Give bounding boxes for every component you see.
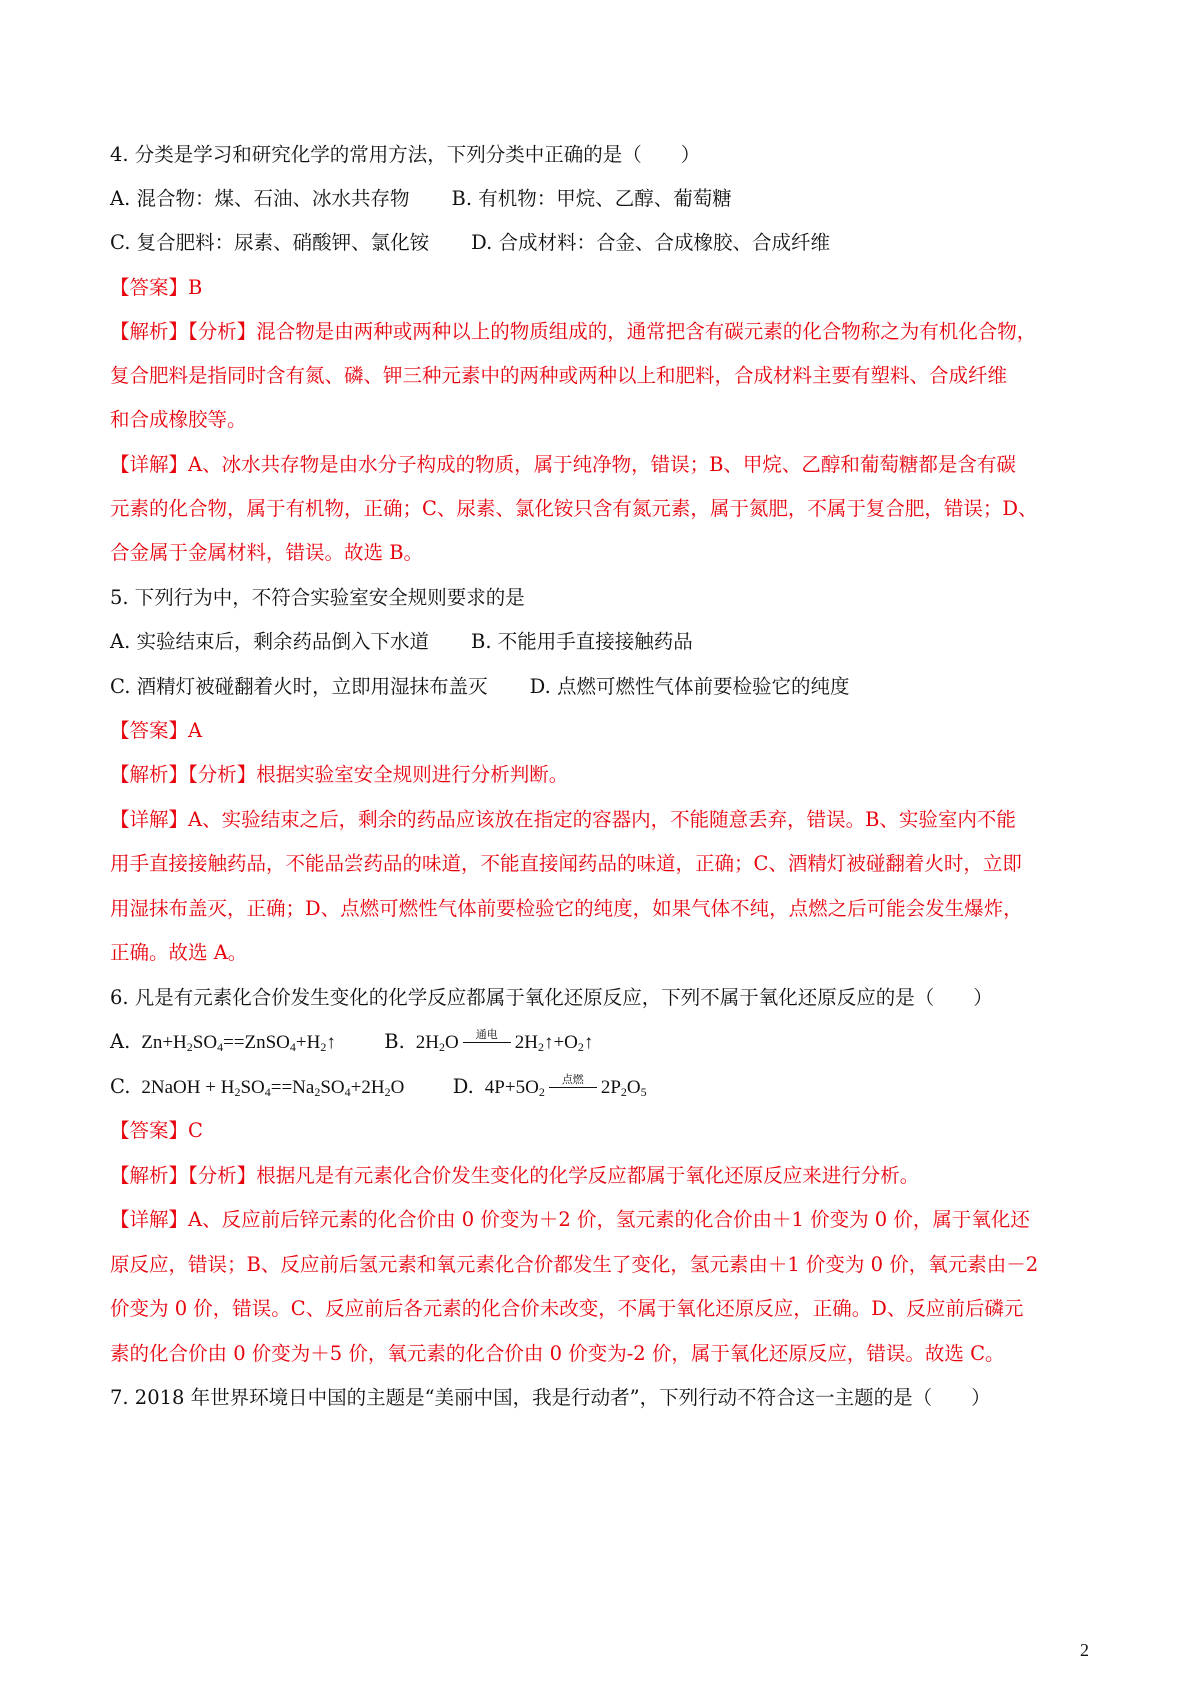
q5-stem: 5. 下列行为中，不符合实验室安全规则要求的是 — [110, 586, 525, 609]
q7-stem: 7. 2018 年世界环境日中国的主题是“美丽中国，我是行动者”，下列行动不符合这一主题的是（ ） — [110, 1386, 991, 1409]
q6-analysis-line-1 — [110, 1161, 919, 1191]
q4-detail-line-2: 元素的化合物，属于有机物，正确；C、尿素、氯化铵只含有氮元素，属于氮肥，不属于复合肥，错误；D、 — [110, 497, 1038, 520]
q4-option-b: B. 有机物：甲烷、乙醇、葡萄糖 — [451, 187, 732, 210]
analysis-tag: 【解析】【分析】 — [110, 320, 257, 343]
q5-option-d: D. 点燃可燃性气体前要检验它的纯度 — [529, 675, 850, 698]
q4-options-ab — [110, 184, 732, 214]
answer-value: B — [188, 276, 203, 299]
answer-tag: 【答案】 — [110, 719, 189, 742]
answer-value: A — [188, 719, 203, 742]
q6-option-a-label: A. — [110, 1030, 131, 1053]
q6-stem: 6. 凡是有元素化合价发生变化的化学反应都属于氧化还原反应，下列不属于氧化还原反应的是（ ） — [110, 986, 993, 1009]
q6-option-d-label: D. — [452, 1075, 474, 1098]
reaction-condition: 通电 — [463, 1027, 511, 1043]
q5-analysis-line-1 — [110, 760, 568, 790]
q6-option-c-equation: 2NaOH + $H_2SO_4==Na_2SO_4+2H_2O$ — [136, 1077, 405, 1099]
q5-detail-line-4: 正确。故选 A。 — [110, 941, 248, 964]
q6-detail-line-1 — [110, 1205, 1030, 1235]
q4-answer — [110, 273, 202, 303]
q6-detail-line-3: 价变为 0 价，错误。C、反应前后各元素的化合价未改变，不属于氧化还原反应，正确。D、反应前后磷元 — [110, 1297, 1024, 1320]
q6-options-ab — [110, 1027, 593, 1058]
analysis-text: 根据实验室安全规则进行分析判断。 — [256, 763, 569, 786]
detail-tag: 【详解】 — [110, 453, 189, 476]
answer-tag: 【答案】 — [110, 276, 189, 299]
q6-option-c-label: C. — [110, 1075, 131, 1098]
q5-detail-line-2: 用手直接接触药品，不能品尝药品的味道，不能直接闻药品的味道，正确；C、酒精灯被碰翻着火时，立即 — [110, 852, 1022, 875]
q5-option-b: B. 不能用手直接接触药品 — [470, 630, 693, 653]
reaction-condition: 点燃 — [549, 1072, 597, 1088]
q4-stem: 4. 分类是学习和研究化学的常用方法，下列分类中正确的是（ ） — [110, 143, 701, 166]
q4-analysis-line-2: 复合肥料是指同时含有氮、磷、钾三种元素中的两种或两种以上和肥料，合成材料主要有塑料、合成纤维 — [110, 364, 1008, 387]
detail-tag: 【详解】 — [110, 808, 189, 831]
q5-detail-line-3: 用湿抹布盖灭，正确；D、点燃可燃性气体前要检验它的纯度，如果气体不纯，点燃之后可能会发生爆炸， — [110, 897, 1023, 920]
q4-options-cd — [110, 228, 830, 258]
q5-answer — [110, 716, 202, 746]
q4-detail-line-3: 合金属于金属材料，错误。故选 B。 — [110, 541, 424, 564]
q6-detail-line-4: 素的化合价由 0 价变为＋5 价，氧元素的化合价由 0 价变为-2 价，属于氧化还原反应，错误。故选 C。 — [110, 1342, 1005, 1365]
q6-answer — [110, 1116, 203, 1146]
q5-detail-line-1 — [110, 805, 1016, 835]
q5-options-cd — [110, 672, 849, 702]
q6-option-d-equation: $4P+5O_2$ 点燃 $2P_2O_5$ — [480, 1074, 647, 1099]
q4-analysis-line-1 — [110, 317, 1036, 347]
analysis-tag: 【解析】【分析】 — [110, 1164, 257, 1187]
q6-detail-line-2: 原反应，错误；B、反应前后氢元素和氧元素化合价都发生了变化，氢元素由＋1 价变为 0 价，氧元素由－2 — [110, 1253, 1039, 1276]
q5-option-c: C. 酒精灯被碰翻着火时，立即用湿抹布盖灭 — [110, 675, 488, 698]
q6-option-a-equation: $Zn+H_2SO_4==ZnSO_4+H_2↑$ — [136, 1032, 336, 1054]
q4-analysis-line-3: 和合成橡胶等。 — [110, 408, 247, 431]
q4-detail-line-1 — [110, 450, 1016, 480]
analysis-text: 混合物是由两种或两种以上的物质组成的，通常把含有碳元素的化合物称之为有机化合物， — [256, 320, 1037, 343]
q4-option-d: D. 合成材料：合金、合成橡胶、合成纤维 — [471, 231, 830, 254]
detail-tag: 【详解】 — [110, 1208, 189, 1231]
analysis-text: 根据凡是有元素化合价发生变化的化学反应都属于氧化还原反应来进行分析。 — [256, 1164, 920, 1187]
answer-value: C — [188, 1119, 203, 1142]
detail-text: A、反应前后锌元素的化合价由 0 价变为＋2 价，氢元素的化合价由＋1 价变为 0 价，属于氧化还 — [188, 1208, 1030, 1231]
q6-option-b-equation: $2H_2O$ 通电 $2H_2↑+O_2↑$ — [410, 1029, 594, 1054]
answer-tag: 【答案】 — [110, 1119, 189, 1142]
q6-option-b-label: B. — [384, 1030, 405, 1053]
analysis-tag: 【解析】【分析】 — [110, 763, 257, 786]
q5-options-ab — [110, 627, 693, 657]
page-number: 2 — [1080, 1640, 1089, 1660]
q6-options-cd — [110, 1072, 647, 1103]
q4-option-c: C. 复合肥料：尿素、硝酸钾、氯化铵 — [110, 231, 430, 254]
q4-option-a: A. 混合物：煤、石油、冰水共存物 — [110, 187, 410, 210]
q5-option-a: A. 实验结束后，剩余药品倒入下水道 — [110, 630, 429, 653]
detail-text: A、实验结束之后，剩余的药品应该放在指定的容器内，不能随意丢弃，错误。B、实验室内不能 — [188, 808, 1016, 831]
detail-text: A、冰水共存物是由水分子构成的物质，属于纯净物，错误；B、甲烷、乙醇和葡萄糖都是含有碳 — [188, 453, 1016, 476]
